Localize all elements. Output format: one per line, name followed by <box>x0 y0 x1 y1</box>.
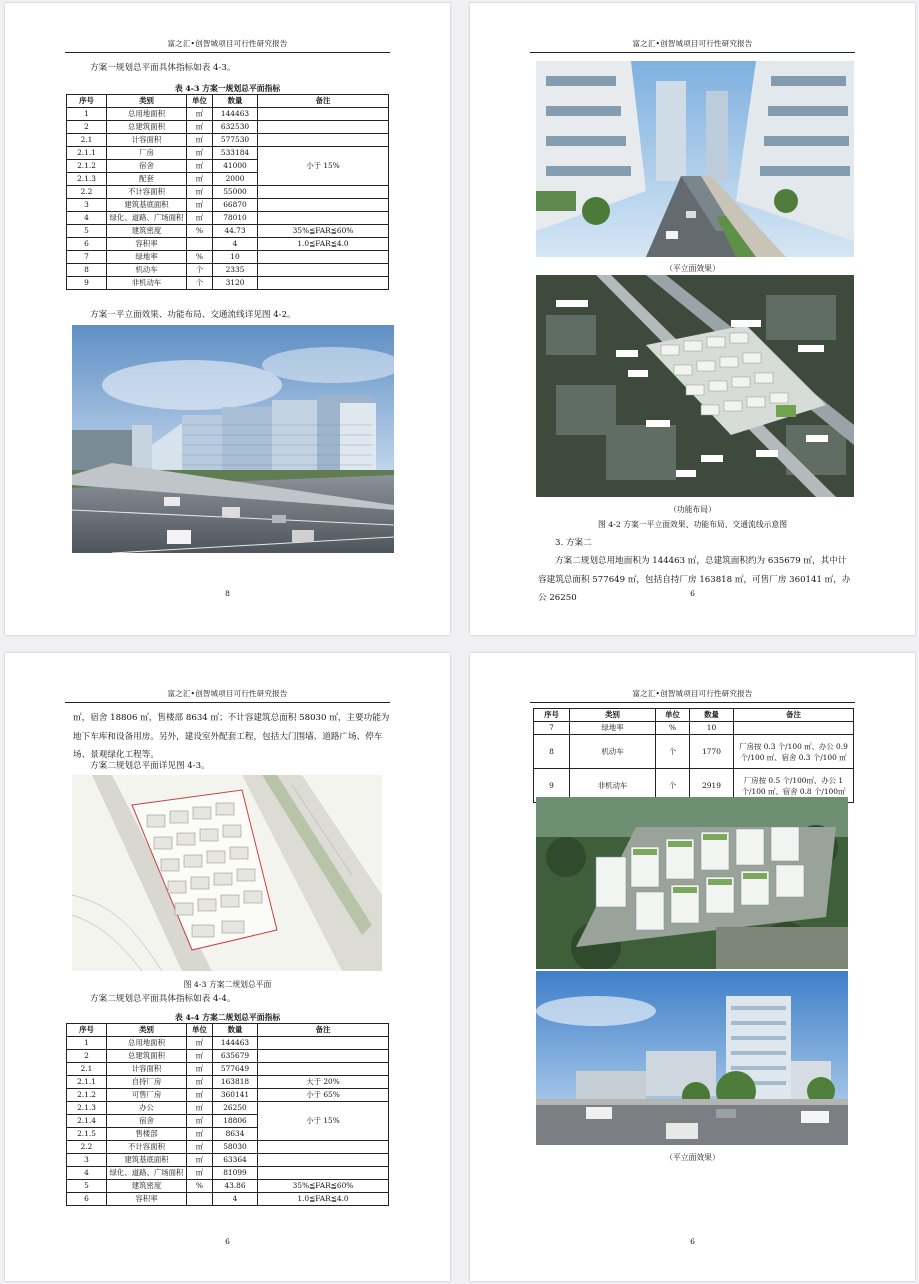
table-cell: 9 <box>67 277 107 290</box>
table-cell: 58030 <box>213 1141 258 1154</box>
table-cell: 总用地面积 <box>107 1037 187 1050</box>
table-cell: ㎡ <box>187 147 213 160</box>
page-header: 富之汇•创智城项目可行性研究报告 <box>530 38 855 53</box>
table-cell: 2.1.3 <box>67 1102 107 1115</box>
table-cell: 41000 <box>213 160 258 173</box>
rendering-aerial-campus <box>536 797 848 969</box>
table-cell: 81099 <box>213 1167 258 1180</box>
table-cell: ㎡ <box>187 186 213 199</box>
table-cell: 2 <box>67 1050 107 1063</box>
table-cell: 2 <box>67 121 107 134</box>
table-cell-note <box>258 186 389 199</box>
table-cell: 个 <box>187 277 213 290</box>
table-cell: ㎡ <box>187 1154 213 1167</box>
table-cell-note <box>258 212 389 225</box>
table-cell: 635679 <box>213 1050 258 1063</box>
table-header-row <box>534 709 854 722</box>
table-cell-note <box>258 1141 389 1154</box>
table-cell: 6 <box>67 1193 107 1206</box>
table-row <box>67 1102 389 1115</box>
col-header: 序号 <box>67 1024 107 1037</box>
table-cell-note: 小于 15% <box>258 1102 389 1141</box>
table-row <box>67 225 389 238</box>
table-cell: ㎡ <box>187 1076 213 1089</box>
col-header: 类别 <box>107 95 187 108</box>
table-cell: 机动车 <box>570 735 656 769</box>
table-cell: 建筑基底面积 <box>107 1154 187 1167</box>
table-cell: 2.2 <box>67 186 107 199</box>
col-header: 单位 <box>656 709 690 722</box>
col-header: 数量 <box>690 709 734 722</box>
table-cell: ㎡ <box>187 160 213 173</box>
table-cell: 66870 <box>213 199 258 212</box>
table-cell: 8 <box>67 264 107 277</box>
table-cell: 不计容面积 <box>107 186 187 199</box>
table-row <box>67 251 389 264</box>
table-cell <box>187 238 213 251</box>
table-cell: 总建筑面积 <box>107 121 187 134</box>
table-cell: 26250 <box>213 1102 258 1115</box>
page-number: 6 <box>690 589 695 598</box>
table-cell: ㎡ <box>187 173 213 186</box>
table-row <box>67 121 389 134</box>
col-header: 单位 <box>187 95 213 108</box>
page-1 <box>5 3 450 635</box>
table-cell-note: 35%≦FAR≦60% <box>258 1180 389 1193</box>
table-cell: 6 <box>67 238 107 251</box>
table-cell: 厂房 <box>107 147 187 160</box>
table-cell: 63364 <box>213 1154 258 1167</box>
table-cell: % <box>656 722 690 735</box>
table-row <box>67 238 389 251</box>
table-cell: 2.1.5 <box>67 1128 107 1141</box>
col-header: 序号 <box>534 709 570 722</box>
table-cell: 计容面积 <box>107 134 187 147</box>
table-cell: 非机动车 <box>570 769 656 803</box>
table-cell: 2335 <box>213 264 258 277</box>
table-row <box>67 1037 389 1050</box>
table-cell-note <box>258 108 389 121</box>
rendering-highway-view <box>72 325 394 553</box>
table-cell: 容积率 <box>107 238 187 251</box>
figure-caption-4-2: 图 4-2 方案一平立面效果、功能布局、交通流线示意图 <box>597 520 788 529</box>
table-cell-note <box>258 277 389 290</box>
table-cell-note <box>734 722 854 735</box>
table-cell: 个 <box>187 264 213 277</box>
table-cell: ㎡ <box>187 199 213 212</box>
table-cell-note <box>258 1050 389 1063</box>
table-row <box>534 722 854 735</box>
table-cell: 宿舍 <box>107 1115 187 1128</box>
col-header: 类别 <box>107 1024 187 1037</box>
table-cell: % <box>187 251 213 264</box>
table-cell: 4 <box>213 238 258 251</box>
function-layout-aerial <box>536 275 854 497</box>
table-cell: 2.1.3 <box>67 173 107 186</box>
page-2 <box>470 3 915 635</box>
table-cell: ㎡ <box>187 1050 213 1063</box>
table-cell-note: 1.0≦FAR≦4.0 <box>258 1193 389 1206</box>
table-row <box>67 1063 389 1076</box>
table-cell: ㎡ <box>187 1102 213 1115</box>
table-header-row <box>67 1024 389 1037</box>
table-cell: 5 <box>67 225 107 238</box>
caption-function-layout: （功能布局） <box>669 505 716 514</box>
table-cell: 10 <box>213 251 258 264</box>
table-cell: 2.1 <box>67 134 107 147</box>
table-row <box>67 1089 389 1102</box>
table-cell: 建筑密度 <box>107 225 187 238</box>
col-header: 数量 <box>213 1024 258 1037</box>
table-cell: % <box>187 225 213 238</box>
col-header: 序号 <box>67 95 107 108</box>
figure-caption-4-3: 图 4-3 方案二规划总平面 <box>183 980 272 989</box>
table-row <box>67 1141 389 1154</box>
table-cell: 总用地面积 <box>107 108 187 121</box>
table-cell: 43.86 <box>213 1180 258 1193</box>
table-cell: 4 <box>67 1167 107 1180</box>
table-cell-note: 厂房按 0.5 个/100㎡、办公 1 个/100 ㎡、宿舍 0.8 个/100㎡ <box>734 769 854 803</box>
table-cell: 个 <box>656 769 690 803</box>
page-3 <box>5 653 450 1281</box>
intro-text: 方案一规划总平面具体指标如表 4-3。 <box>90 63 236 73</box>
page-header: 富之汇•创智城项目可行性研究报告 <box>65 38 390 53</box>
rendering-street-corner <box>536 971 848 1145</box>
table-cell: 4 <box>213 1193 258 1206</box>
body-continued: ㎡，宿舍 18806 ㎡，售楼部 8634 ㎡；不计容建筑总面积 58030 ㎡，主要功能为地下车库和设备用房。另外，建设室外配套工程，包括大门围墙、道路广场、停车场、景观绿化工程等。 <box>73 713 390 760</box>
table-cell-note <box>258 1063 389 1076</box>
col-header: 单位 <box>187 1024 213 1037</box>
page-header: 富之汇•创智城项目可行性研究报告 <box>530 688 855 703</box>
table-cell: 18806 <box>213 1115 258 1128</box>
table-cell: 55000 <box>213 186 258 199</box>
table-header-row <box>67 95 389 108</box>
table-cell: ㎡ <box>187 212 213 225</box>
table-cell-note <box>258 264 389 277</box>
table-cell: 绿地率 <box>570 722 656 735</box>
indicator-table-1 <box>66 94 389 290</box>
table-row <box>67 1076 389 1089</box>
table-cell-note <box>258 1037 389 1050</box>
table-cell: 可售厂房 <box>107 1089 187 1102</box>
table-row <box>67 1154 389 1167</box>
table-cell-note: 1.0≦FAR≦4.0 <box>258 238 389 251</box>
table-cell: 2.1.4 <box>67 1115 107 1128</box>
table-cell: 个 <box>656 735 690 769</box>
table-cell: 绿化、道路、广场面积 <box>107 212 187 225</box>
table-cell: 容积率 <box>107 1193 187 1206</box>
table-cell: 2000 <box>213 173 258 186</box>
table-cell: ㎡ <box>187 1089 213 1102</box>
page-header: 富之汇•创智城项目可行性研究报告 <box>65 688 390 703</box>
table-row <box>67 108 389 121</box>
table-cell: 建筑密度 <box>107 1180 187 1193</box>
intro-table-text: 方案二规划总平面具体指标如表 4-4。 <box>90 994 236 1004</box>
table-cell: 1 <box>67 108 107 121</box>
table-cell: 1 <box>67 1037 107 1050</box>
table-cell-note <box>258 1154 389 1167</box>
master-plan-drawing <box>72 775 382 971</box>
table-cell: ㎡ <box>187 1063 213 1076</box>
table-cell: 8634 <box>213 1128 258 1141</box>
table-cell: 机动车 <box>107 264 187 277</box>
table-cell: ㎡ <box>187 1141 213 1154</box>
table-cell: 3120 <box>213 277 258 290</box>
table-cell: 2.1.1 <box>67 1076 107 1089</box>
table-cell: 360141 <box>213 1089 258 1102</box>
col-header: 类别 <box>570 709 656 722</box>
table-cell: 44.73 <box>213 225 258 238</box>
table-cell: 2.1 <box>67 1063 107 1076</box>
indicator-table-2-continued <box>533 708 854 803</box>
after-table-text: 方案一平立面效果、功能布局、交通流线详见图 4-2。 <box>90 310 296 320</box>
section-body: 方案二规划总用地面积为 144463 ㎡，总建筑面积约为 635679 ㎡，其中计容建筑总面积 577649 ㎡，包括自持厂房 163818 ㎡，可售厂房 360141 ㎡，办公 26250 <box>538 556 851 603</box>
table-cell: 绿化、道路、广场面积 <box>107 1167 187 1180</box>
table-cell: 7 <box>534 722 570 735</box>
table-cell-note <box>258 134 389 147</box>
caption-elevation: （平立面效果） <box>665 264 720 273</box>
table-cell: 计容面积 <box>107 1063 187 1076</box>
table-cell: 78010 <box>213 212 258 225</box>
table-caption: 表 4-4 方案二规划总平面指标 <box>174 1013 281 1022</box>
table-cell-note <box>258 1167 389 1180</box>
table-row <box>67 186 389 199</box>
table-cell: ㎡ <box>187 134 213 147</box>
table-cell-note <box>258 121 389 134</box>
table-cell: 577649 <box>213 1063 258 1076</box>
table-cell: ㎡ <box>187 108 213 121</box>
table-cell: 不计容面积 <box>107 1141 187 1154</box>
table-row <box>67 1180 389 1193</box>
table-cell: 2.1.2 <box>67 1089 107 1102</box>
table-cell: 2.1.2 <box>67 160 107 173</box>
page-number: 6 <box>690 1237 695 1246</box>
table-row <box>67 147 389 160</box>
table-caption: 表 4-3 方案一规划总平面指标 <box>174 84 281 93</box>
page-4 <box>470 653 915 1281</box>
table-cell: 售楼部 <box>107 1128 187 1141</box>
table-row <box>67 199 389 212</box>
col-header: 数量 <box>213 95 258 108</box>
table-cell-note: 大于 20% <box>258 1076 389 1089</box>
table-cell: 144463 <box>213 108 258 121</box>
table-cell: ㎡ <box>187 1037 213 1050</box>
rendering-street-view <box>536 61 854 257</box>
table-cell: 10 <box>690 722 734 735</box>
table-row <box>67 134 389 147</box>
page-number: 8 <box>225 589 230 598</box>
table-cell-note: 小于 15% <box>258 147 389 186</box>
table-cell: 3 <box>67 199 107 212</box>
table-cell: ㎡ <box>187 121 213 134</box>
table-cell: 配套 <box>107 173 187 186</box>
table-cell-note <box>258 199 389 212</box>
table-cell: 2.1.1 <box>67 147 107 160</box>
col-header: 备注 <box>258 95 389 108</box>
table-cell: % <box>187 1180 213 1193</box>
table-cell: 绿地率 <box>107 251 187 264</box>
col-header: 备注 <box>258 1024 389 1037</box>
table-cell-note <box>258 251 389 264</box>
table-cell: 163818 <box>213 1076 258 1089</box>
table-cell: ㎡ <box>187 1115 213 1128</box>
table-cell: 9 <box>534 769 570 803</box>
indicator-table-2 <box>66 1023 389 1206</box>
table-cell: ㎡ <box>187 1128 213 1141</box>
caption-elevation: （平立面效果） <box>665 1153 720 1162</box>
table-cell-note: 35%≦FAR≦60% <box>258 225 389 238</box>
table-cell: 2919 <box>690 769 734 803</box>
table-cell: 632530 <box>213 121 258 134</box>
table-cell: 577530 <box>213 134 258 147</box>
table-row <box>67 1193 389 1206</box>
table-row <box>534 735 854 769</box>
table-cell: 533184 <box>213 147 258 160</box>
col-header: 备注 <box>734 709 854 722</box>
table-cell-note: 小于 65% <box>258 1089 389 1102</box>
table-cell: 144463 <box>213 1037 258 1050</box>
intro-plan-text: 方案二规划总平面详见图 4-3。 <box>90 761 210 771</box>
table-row <box>67 212 389 225</box>
table-cell: 3 <box>67 1154 107 1167</box>
table-row <box>67 1167 389 1180</box>
page-number: 6 <box>225 1237 230 1246</box>
table-cell: 办公 <box>107 1102 187 1115</box>
table-cell: 总建筑面积 <box>107 1050 187 1063</box>
table-cell: 宿舍 <box>107 160 187 173</box>
table-row <box>67 277 389 290</box>
table-cell: 非机动车 <box>107 277 187 290</box>
table-cell: ㎡ <box>187 1167 213 1180</box>
table-cell-note: 厂房按 0.3 个/100 ㎡、办公 0.9 个/100 ㎡、宿舍 0.3 个/100 ㎡ <box>734 735 854 769</box>
table-cell: 7 <box>67 251 107 264</box>
table-row <box>67 1050 389 1063</box>
table-cell: 8 <box>534 735 570 769</box>
table-cell <box>187 1193 213 1206</box>
table-cell: 自持厂房 <box>107 1076 187 1089</box>
table-cell: 1770 <box>690 735 734 769</box>
table-cell: 建筑基底面积 <box>107 199 187 212</box>
table-cell: 5 <box>67 1180 107 1193</box>
section-heading: 3. 方案二 <box>555 538 592 548</box>
table-row <box>67 264 389 277</box>
table-cell: 4 <box>67 212 107 225</box>
table-cell: 2.2 <box>67 1141 107 1154</box>
